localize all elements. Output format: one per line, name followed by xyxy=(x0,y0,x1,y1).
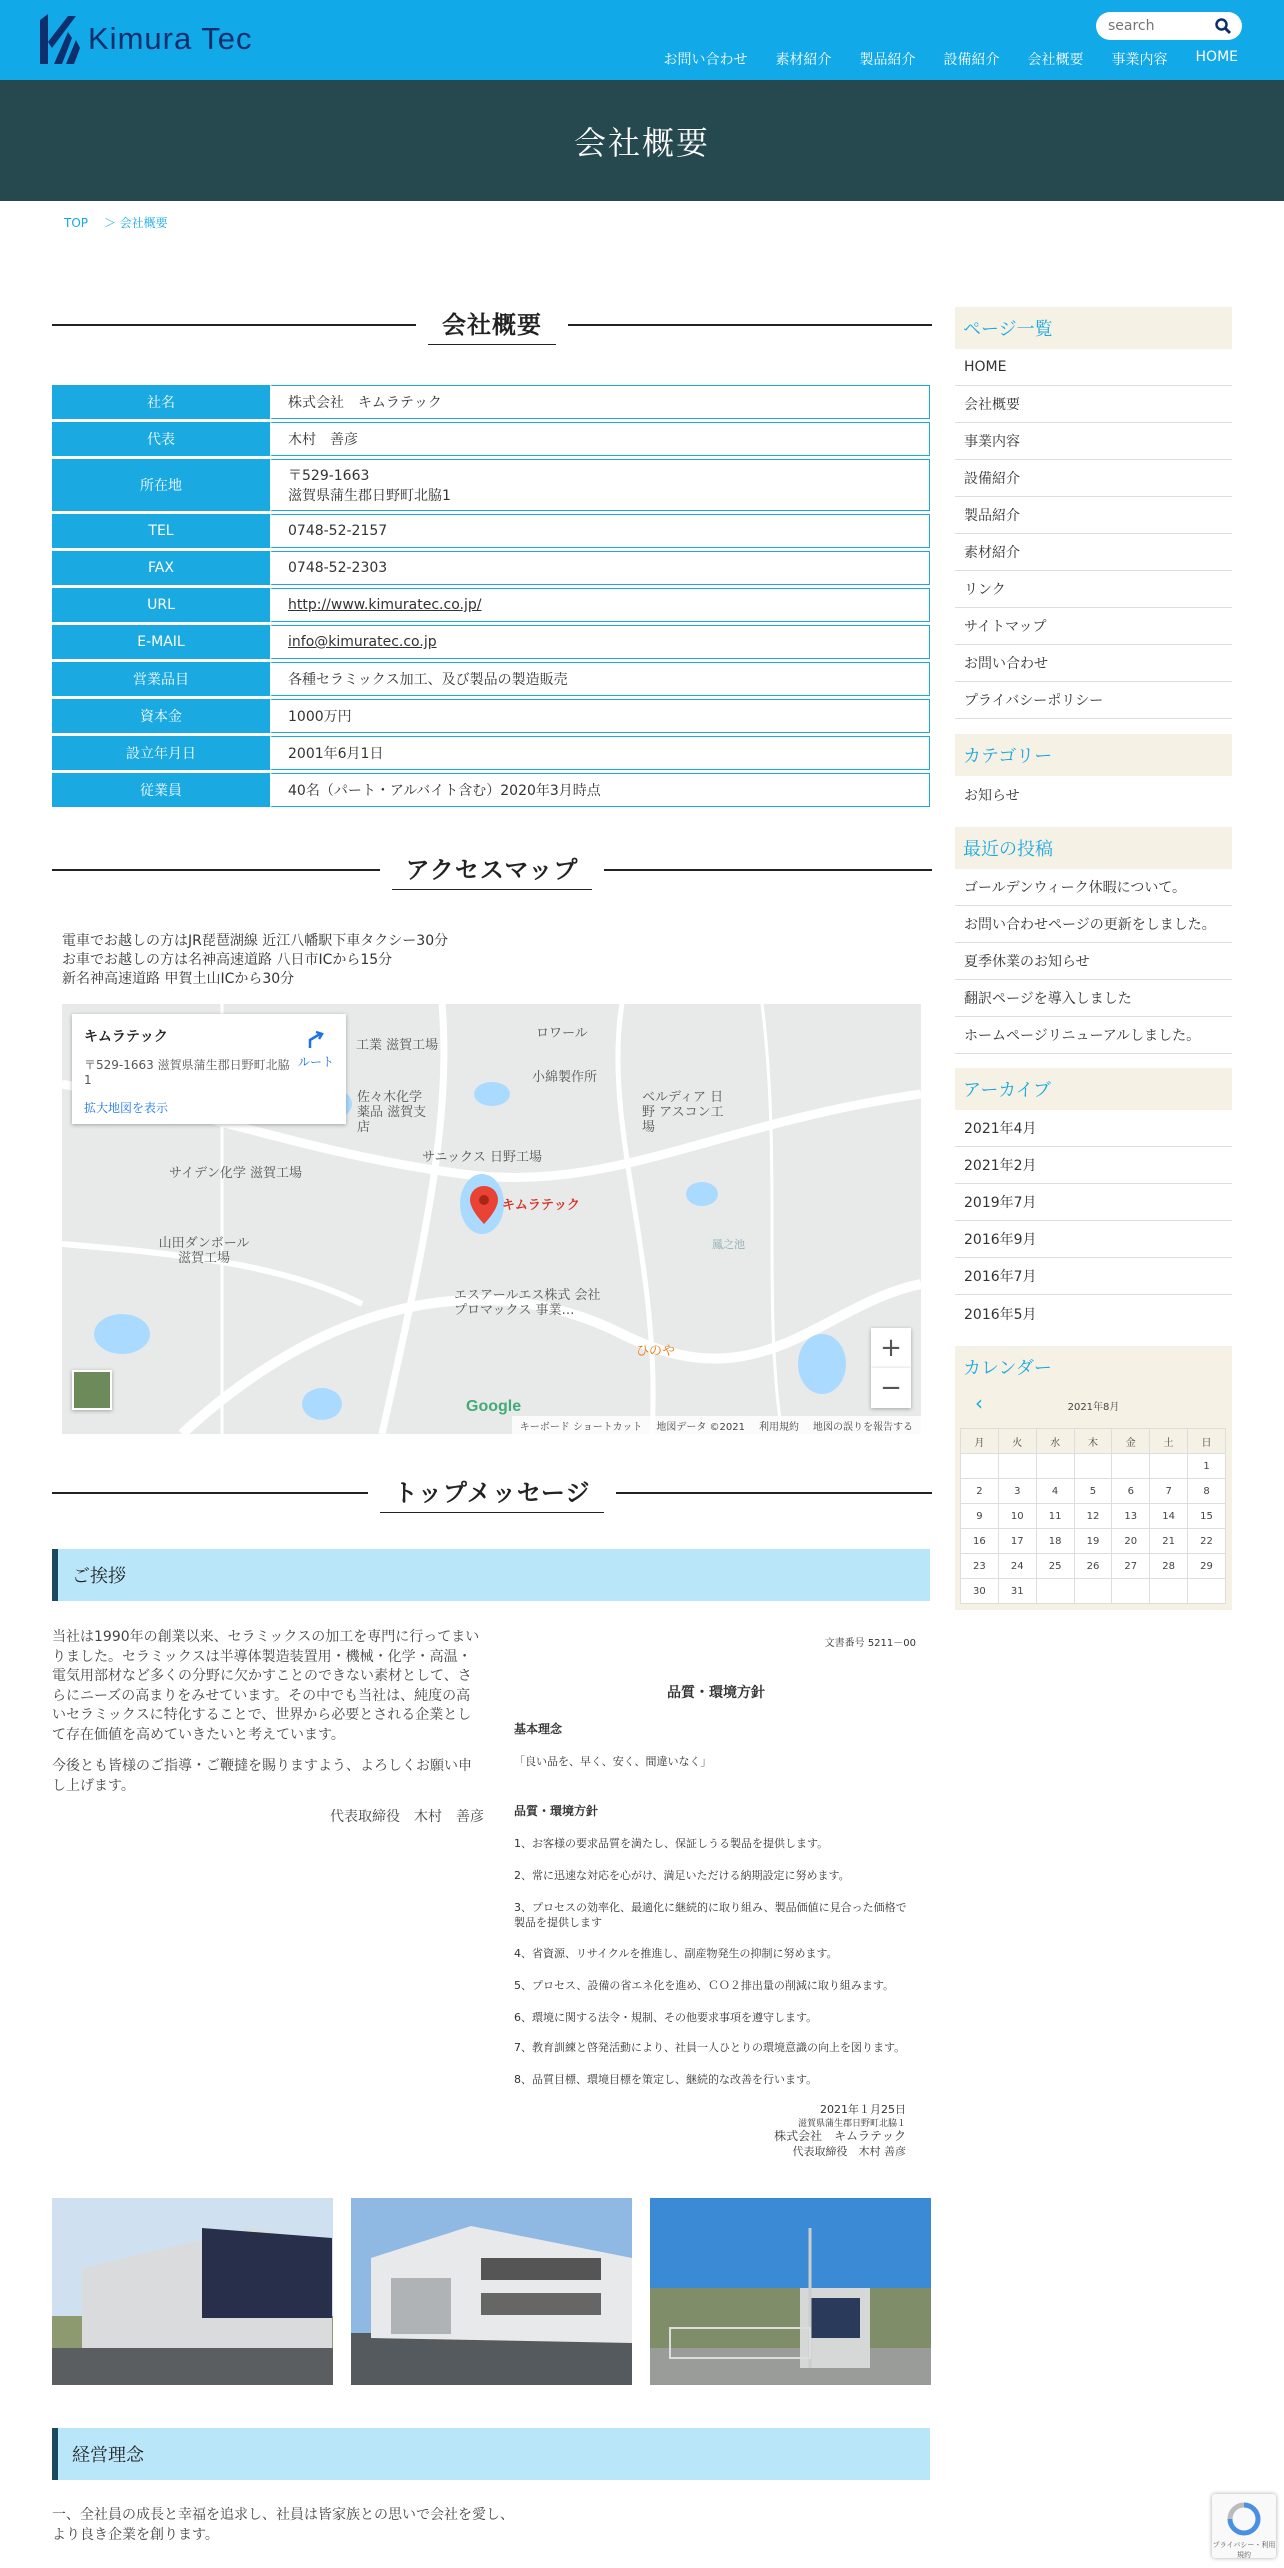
postal-code: 〒529-1663 xyxy=(288,468,370,484)
sidebar-pages-title: ページ一覧 xyxy=(955,307,1232,349)
calendar-day-header: 月 xyxy=(961,1429,999,1454)
doc-item: 2、常に迅速な対応を心がけ、満足いただける納期設定に努めます。 xyxy=(514,1869,850,1882)
category-item[interactable]: お知らせ xyxy=(964,787,1020,804)
calendar-day: 14 xyxy=(1150,1504,1188,1529)
row-label: 社名 xyxy=(52,385,270,419)
recaptcha-badge[interactable] xyxy=(1212,2494,1276,2558)
greeting-paragraph: 今後とも皆様のご指導・ご鞭撻を賜りますよう、よろしくお願い申し上げます。 xyxy=(52,1758,472,1794)
nav-company[interactable]: 会社概要 xyxy=(1027,52,1084,68)
access-line: 電車でお越しの方はJR琵琶湖線 近江八幡駅下車タクシー30分 xyxy=(62,933,449,949)
calendar-day: 1 xyxy=(1188,1454,1226,1479)
building-photo-3 xyxy=(650,2198,931,2385)
recaptcha-icon xyxy=(1227,2502,1261,2536)
site-logo[interactable] xyxy=(38,14,253,64)
doc-basic-text: 「良い品を、早く、安く、間違いなく」 xyxy=(514,1755,712,1768)
row-value xyxy=(270,459,930,511)
calendar-day xyxy=(1112,1579,1150,1604)
doc-item: 3、プロセスの効率化、最適化に継続的に取り組み、製品価値に見合った価格で製品を提供します xyxy=(514,1901,907,1929)
zoom-in-button[interactable]: + xyxy=(871,1328,911,1368)
calendar-day: 5 xyxy=(1074,1479,1112,1504)
map-place-card xyxy=(72,1014,346,1124)
company-heading-text: 会社概要 xyxy=(428,305,556,345)
google-logo: Google xyxy=(466,1398,522,1415)
calendar-day xyxy=(1188,1579,1226,1604)
map-footer-text: 地図データ ©2021 xyxy=(656,1422,745,1433)
recent-post-item[interactable]: 翻訳ページを導入しました xyxy=(955,980,1232,1017)
page-hero xyxy=(0,80,1284,201)
calendar-day: 23 xyxy=(961,1554,999,1579)
calendar-day xyxy=(1074,1579,1112,1604)
nav-business[interactable]: 事業内容 xyxy=(1111,52,1168,68)
sidebar-item-materials[interactable]: 素材紹介 xyxy=(955,534,1232,571)
row-value: 木村 善彦 xyxy=(270,422,930,456)
doc-address: 滋賀県蒲生郡日野町北脇１ xyxy=(797,2119,906,2129)
recent-post-item[interactable]: ゴールデンウィーク休暇について。 xyxy=(955,869,1232,906)
calendar-day-header: 金 xyxy=(1112,1429,1150,1454)
archive-item[interactable]: 2016年7月 xyxy=(955,1258,1232,1295)
philosophy-line: より良き企業を創ります。 xyxy=(52,2526,219,2543)
route-label: ルート xyxy=(297,1055,334,1069)
nav-equipment[interactable]: 設備紹介 xyxy=(943,52,1000,68)
search-input[interactable] xyxy=(1108,18,1208,34)
calendar-day: 10 xyxy=(998,1504,1036,1529)
calendar-day: 21 xyxy=(1150,1529,1188,1554)
calendar-day: 3 xyxy=(998,1479,1036,1504)
google-map[interactable] xyxy=(62,1004,921,1434)
building-photo-2 xyxy=(351,2198,632,2385)
calendar-day-header: 日 xyxy=(1188,1429,1226,1454)
greeting-text xyxy=(52,1628,484,1828)
nav-home[interactable]: HOME xyxy=(1195,49,1238,65)
calendar-day: 25 xyxy=(1036,1554,1074,1579)
row-value: 40名（パート・アルバイト含む）2020年3月時点 xyxy=(270,773,930,807)
table-row xyxy=(52,514,930,548)
sidebar-item-products[interactable]: 製品紹介 xyxy=(955,497,1232,534)
doc-basic-head: 基本理念 xyxy=(514,1722,563,1736)
nav-products[interactable]: 製品紹介 xyxy=(859,52,916,68)
calendar-day: 8 xyxy=(1188,1479,1226,1504)
row-label: 資本金 xyxy=(52,699,270,733)
search-icon[interactable] xyxy=(1214,17,1232,35)
sidebar-archive-title: アーカイブ xyxy=(955,1068,1232,1110)
page-title: 会社概要 xyxy=(573,123,710,162)
calendar-day-header: 木 xyxy=(1074,1429,1112,1454)
access-heading-text: アクセスマップ xyxy=(392,850,593,890)
sidebar-item-privacy[interactable]: プライバシーポリシー xyxy=(955,682,1232,719)
row-value: 株式会社 キムラテック xyxy=(270,385,930,419)
calendar-day: 17 xyxy=(998,1529,1036,1554)
place-address: 〒529-1663 滋賀県蒲生郡日野町北脇 xyxy=(84,1058,290,1072)
location-pin-icon[interactable] xyxy=(470,1186,498,1224)
calendar-day: 29 xyxy=(1188,1554,1226,1579)
sidebar-item-company[interactable]: 会社概要 xyxy=(955,386,1232,423)
row-label: 代表 xyxy=(52,422,270,456)
kimura-logo-icon xyxy=(38,14,80,64)
row-value: 1000万円 xyxy=(270,699,930,733)
row-label: E-MAIL xyxy=(52,625,270,659)
map-label: ベルディア 日野 アスコン工場 xyxy=(642,1090,724,1135)
doc-item: 7、教育訓練と啓発活動により、社員一人ひとりの環境意識の向上を図ります。 xyxy=(514,2041,906,2054)
nav-contact[interactable]: お問い合わせ xyxy=(663,52,748,68)
calendar-day: 31 xyxy=(998,1579,1036,1604)
calendar-day: 7 xyxy=(1150,1479,1188,1504)
map-footer-link[interactable]: 地図の誤りを報告する xyxy=(813,1422,913,1433)
email-link[interactable]: info@kimuratec.co.jp xyxy=(288,634,437,650)
row-value xyxy=(270,588,930,622)
chevron-left-icon[interactable]: ‹ xyxy=(975,1391,983,1415)
sidebar-item-equipment[interactable]: 設備紹介 xyxy=(955,460,1232,497)
pin-label: キムラテック xyxy=(502,1198,580,1213)
greeting-signature: 代表取締役 木村 善彦 xyxy=(330,1809,484,1825)
calendar-day-header: 土 xyxy=(1150,1429,1188,1454)
table-row xyxy=(52,588,930,622)
sidebar-recent-title: 最近の投稿 xyxy=(955,827,1232,869)
sidebar-categories xyxy=(955,734,1232,813)
sidebar-category-title: カテゴリー xyxy=(955,734,1232,776)
building-photo-1 xyxy=(52,2198,333,2385)
row-value: 2001年6月1日 xyxy=(270,736,930,770)
archive-item[interactable]: 2019年7月 xyxy=(955,1184,1232,1221)
calendar-day xyxy=(1150,1579,1188,1604)
table-row xyxy=(52,625,930,659)
sidebar-item-contact[interactable]: お問い合わせ xyxy=(955,645,1232,682)
calendar-day: 18 xyxy=(1036,1529,1074,1554)
calendar-day xyxy=(1036,1454,1074,1479)
archive-item[interactable]: 2016年9月 xyxy=(955,1221,1232,1258)
greeting-paragraph: 当社は1990年の創業以来、セラミックスの加工を専門に行ってまいりました。セラミックスは半導体製造装置用・機械・化学・高温・電気用部材など多くの分野に欠かすことのできない素材として、さらにニーズの高まりをみせています。その中でも当社は、純度の高いセラミックスに特化することで、世界から必要とされる企業として存在価値を高めていきたいと考えています。 xyxy=(52,1629,480,1743)
access-line: お車でお越しの方は名神高速道路 八日市ICから15分 xyxy=(62,952,393,968)
calendar-day: 20 xyxy=(1112,1529,1150,1554)
archive-item[interactable]: 2021年2月 xyxy=(955,1147,1232,1184)
sidebar-item-sitemap[interactable]: サイトマップ xyxy=(955,608,1232,645)
table-row xyxy=(52,385,930,419)
map-footer-link[interactable]: キーボード ショートカット xyxy=(519,1422,643,1433)
search-box xyxy=(1096,12,1242,40)
row-label: 所在地 xyxy=(52,459,270,511)
table-row xyxy=(52,773,930,807)
doc-item: 6、環境に関する法令・規制、その他要求事項を遵守します。 xyxy=(514,2011,818,2024)
calendar-day-header: 火 xyxy=(998,1429,1036,1454)
map-footer xyxy=(512,1416,921,1434)
place-address-2: 1 xyxy=(84,1073,92,1087)
doc-rep: 代表取締役 木村 善彦 xyxy=(792,2145,906,2158)
doc-item: 4、省資源、リサイクルを推進し、副産物発生の抑制に努めます。 xyxy=(514,1947,838,1960)
row-label: TEL xyxy=(52,514,270,548)
breadcrumb-top[interactable]: TOP xyxy=(64,216,89,230)
calendar-table xyxy=(960,1428,1226,1604)
sidebar-pages xyxy=(955,307,1232,719)
table-row xyxy=(52,459,930,511)
access-info xyxy=(62,932,448,989)
calendar-month: 2021年8月 xyxy=(1067,1402,1120,1413)
calendar-day: 28 xyxy=(1150,1554,1188,1579)
address: 滋賀県蒲生郡日野町北脇1 xyxy=(288,488,451,504)
sidebar-item-links[interactable]: リンク xyxy=(955,571,1232,608)
doc-item: 1、お客様の要求品質を満たし、保証しうる製品を提供します。 xyxy=(514,1837,829,1850)
calendar-day-header: 水 xyxy=(1036,1429,1074,1454)
calendar-day xyxy=(1112,1454,1150,1479)
calendar-day xyxy=(1150,1454,1188,1479)
calendar-day: 15 xyxy=(1188,1504,1226,1529)
calendar-day: 27 xyxy=(1112,1554,1150,1579)
doc-item: 5、プロセス、設備の省エネ化を進め、ＣＯ２排出量の削減に取り組みます。 xyxy=(514,1979,895,1992)
route-button[interactable] xyxy=(298,1030,334,1070)
recent-post-item[interactable]: お問い合わせページの更新をしました。 xyxy=(955,906,1232,943)
calendar-day xyxy=(961,1454,999,1479)
table-row xyxy=(52,736,930,770)
policy-document xyxy=(510,1628,922,2164)
map-label: 佐々木化学 薬品 滋賀支店 xyxy=(357,1090,427,1135)
doc-company: 株式会社 キムラテック xyxy=(774,2129,906,2143)
calendar-day: 4 xyxy=(1036,1479,1074,1504)
map-label: 鳳之池 xyxy=(712,1238,745,1251)
calendar-day xyxy=(1036,1579,1074,1604)
doc-date: 2021年１月25日 xyxy=(820,2103,906,2116)
calendar-day: 22 xyxy=(1188,1529,1226,1554)
map-label: サイデン化学 滋賀工場 xyxy=(169,1166,302,1181)
recent-post-item[interactable]: 夏季休業のお知らせ xyxy=(955,943,1232,980)
map-label: ひのや xyxy=(636,1344,676,1359)
company-heading xyxy=(52,303,932,347)
calendar-day: 16 xyxy=(961,1529,999,1554)
philosophy-text xyxy=(52,2506,522,2545)
row-value: 0748-52-2303 xyxy=(270,551,930,585)
calendar-day: 11 xyxy=(1036,1504,1074,1529)
archive-item[interactable]: 2021年4月 xyxy=(955,1110,1232,1147)
calendar-day: 19 xyxy=(1074,1529,1112,1554)
access-heading xyxy=(52,848,932,892)
global-nav xyxy=(636,49,1238,69)
row-label: URL xyxy=(52,588,270,622)
row-value xyxy=(270,625,930,659)
doc-item: 8、品質目標、環境目標を策定し、継続的な改善を行います。 xyxy=(514,2073,818,2086)
philosophy-line: 一、全社員の成長と幸福を追求し、社員は皆家族との思いで会社を愛し、 xyxy=(52,2507,514,2523)
calendar-title: カレンダー xyxy=(963,1358,1052,1379)
sidebar-recent xyxy=(955,827,1232,1054)
company-info-table xyxy=(52,382,930,810)
map-label: ロワール xyxy=(536,1026,588,1041)
map-label: 小綿製作所 xyxy=(532,1070,598,1085)
place-name: キムラテック xyxy=(84,1029,168,1045)
doc-policy-head: 品質・環境方針 xyxy=(514,1804,599,1818)
row-value: 各種セラミックス加工、及び製品の製造販売 xyxy=(270,662,930,696)
row-label: 従業員 xyxy=(52,773,270,807)
zoom-out-button[interactable]: − xyxy=(871,1368,911,1408)
directions-icon xyxy=(306,1030,326,1050)
access-line: 新名神高速道路 甲賀土山ICから30分 xyxy=(62,971,295,987)
row-label: 営業品目 xyxy=(52,662,270,696)
map-label: 山田ダンボール 滋賀工場 xyxy=(158,1236,250,1266)
table-row xyxy=(52,699,930,733)
philosophy-heading: 経営理念 xyxy=(52,2428,930,2480)
message-heading-text: トップメッセージ xyxy=(380,1473,605,1513)
site-header xyxy=(0,0,1284,80)
table-row xyxy=(52,662,930,696)
calendar-day: 2 xyxy=(961,1479,999,1504)
sidebar-item-business[interactable]: 事業内容 xyxy=(955,423,1232,460)
doc-number: 文書番号 5211－00 xyxy=(824,1638,916,1649)
sidebar-archives xyxy=(955,1068,1232,1332)
map-footer-link[interactable]: 利用規約 xyxy=(759,1422,799,1433)
calendar-day: 30 xyxy=(961,1579,999,1604)
calendar-day xyxy=(1074,1454,1112,1479)
greeting-heading: ご挨拶 xyxy=(52,1549,930,1601)
doc-title: 品質・環境方針 xyxy=(667,1685,765,1701)
breadcrumb xyxy=(64,214,180,231)
calendar-day xyxy=(998,1454,1036,1479)
calendar-day: 26 xyxy=(1074,1554,1112,1579)
archive-item[interactable]: 2016年5月 xyxy=(964,1306,1037,1323)
calendar-day: 12 xyxy=(1074,1504,1112,1529)
recaptcha-text: プライバシー・利用規約 xyxy=(1212,2541,1276,2559)
calendar-day: 6 xyxy=(1112,1479,1150,1504)
map-type-toggle[interactable] xyxy=(72,1370,112,1410)
table-row xyxy=(52,551,930,585)
calendar-day: 24 xyxy=(998,1554,1036,1579)
calendar-widget xyxy=(955,1346,1232,1610)
map-label: 工業 滋賀工場 xyxy=(356,1038,439,1053)
nav-materials[interactable]: 素材紹介 xyxy=(775,52,832,68)
calendar-day: 9 xyxy=(961,1504,999,1529)
map-label: サニックス 日野工場 xyxy=(422,1150,542,1165)
message-heading xyxy=(52,1471,932,1515)
sidebar-item-home[interactable]: HOME xyxy=(955,349,1232,386)
row-value: 0748-52-2157 xyxy=(270,514,930,548)
enlarge-map-link[interactable]: 拡大地図を表示 xyxy=(84,1101,169,1115)
recent-post-item[interactable]: ホームページリニューアルしました。 xyxy=(955,1017,1232,1054)
map-label: エスアールエス株式 会社 プロマックス 事業… xyxy=(454,1288,601,1318)
url-link[interactable]: http://www.kimuratec.co.jp/ xyxy=(288,597,482,613)
table-row xyxy=(52,422,930,456)
logo-text: Kimura Tec xyxy=(88,21,253,56)
row-label: 設立年月日 xyxy=(52,736,270,770)
row-label: FAX xyxy=(52,551,270,585)
calendar-day: 13 xyxy=(1112,1504,1150,1529)
breadcrumb-current: ＞ 会社概要 xyxy=(103,216,168,230)
